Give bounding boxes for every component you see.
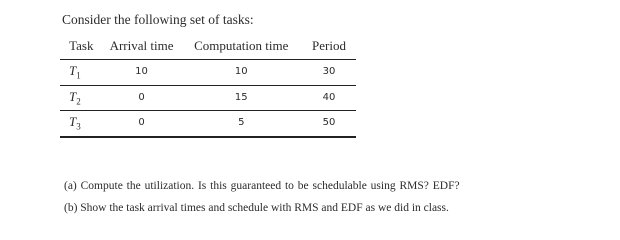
task-name-cell [60, 60, 103, 86]
column-header-computation-time: Computation time [181, 34, 303, 60]
task-symbol: $T_1$ [69, 63, 81, 81]
computation-time-cell: 5 [181, 111, 303, 137]
tasks-table [60, 34, 356, 138]
period-cell: 40 [302, 85, 356, 111]
computation-time-cell: 10 [181, 60, 303, 86]
table-row [60, 60, 356, 86]
task-name-cell [60, 111, 103, 137]
table-row [60, 111, 356, 137]
task-symbol: $T_3$ [69, 114, 81, 132]
intro-text: Consider the following set of tasks: [62, 12, 254, 27]
computation-time-cell: 15 [181, 85, 303, 111]
arrival-time-cell: 10 [103, 60, 181, 86]
question-b: (b) Show the task arrival times and schedule with RMS and EDF as we did in class. [64, 202, 449, 214]
question-a: (a) Compute the utilization. Is this guaranteed to be schedulable using RMS? EDF? [64, 180, 460, 192]
table-row [60, 85, 356, 111]
column-header-period: Period [302, 34, 356, 60]
period-cell: 30 [302, 60, 356, 86]
column-header-task: Task [60, 34, 103, 60]
table-header-row [60, 34, 356, 60]
column-header-arrival-time: Arrival time [103, 34, 181, 60]
task-symbol: $T_2$ [69, 88, 81, 107]
arrival-time-cell: 0 [103, 111, 181, 137]
period-cell: 50 [302, 111, 356, 137]
task-name-cell [60, 85, 103, 111]
arrival-time-cell: 0 [103, 85, 181, 111]
